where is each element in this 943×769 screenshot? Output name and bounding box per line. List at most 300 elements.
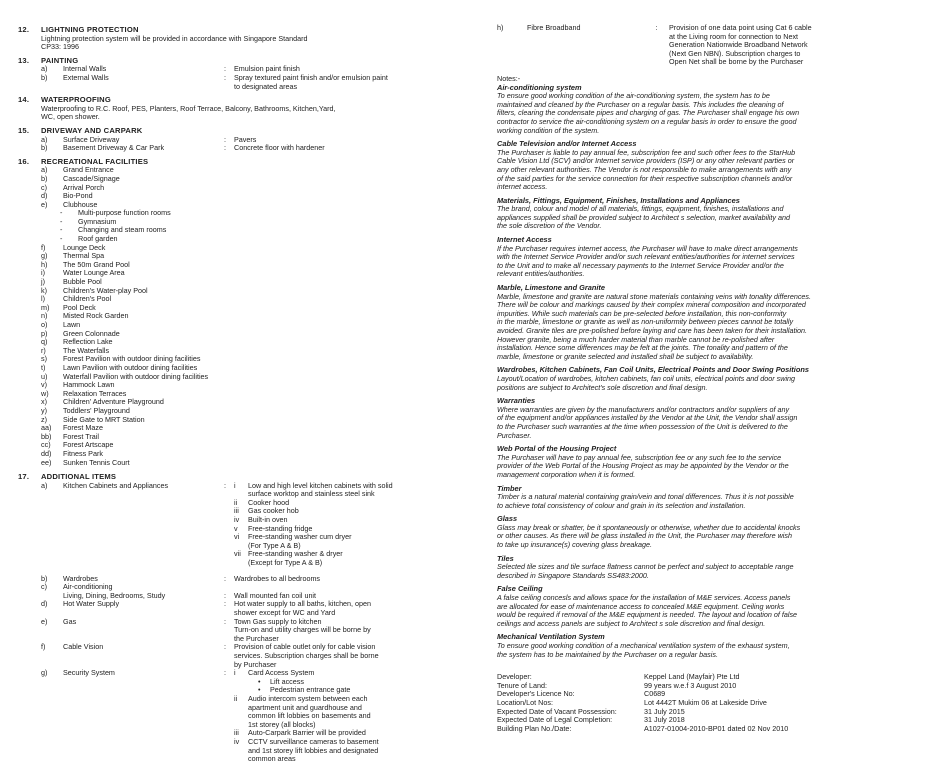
note-block [497,197,907,231]
roman-numeral: iii [234,506,239,516]
note-line: described in Singapore Standards SS483:2000. [497,570,649,580]
developer-value: A1027-01004-2010-BP01 dated 02 Nov 2010 [644,723,789,733]
note-body [497,293,907,362]
developer-key: Developer: [497,672,532,682]
note-line: appliances supplied shall be provided subject to Architect s selection, market availability and [497,212,790,222]
item-letter: s) [41,354,47,364]
value-line: Turn-on and utility charges will be borne by [234,625,371,635]
roman-item [234,550,478,567]
dash: - [60,208,63,218]
note-block [497,284,907,361]
note-line: to the Unit and to make all necessary payments to the Internet Service Provider and/or the [497,260,784,270]
facility-item [41,175,478,184]
facility-item [41,441,478,450]
value-line: at the Living room for connection to Next [669,31,799,41]
note-line: marble, limestone or granite selected and installed shall be subject to availability. [497,351,754,361]
note-title: Timber [497,483,522,493]
roman-item [234,482,478,499]
roman-item [234,533,478,550]
note-line: To ensure good working condition of the air-conditioning system, the system has to be [497,91,770,101]
text-line: Free-standing washer cum dryer [248,532,352,542]
item-text: Waterfall Pavilion with outdoor dining facilities [63,371,209,381]
text-line: Built-in oven [248,515,288,525]
note-block [497,236,907,279]
text-line: CCTV surveillance cameras to basement [248,736,379,746]
colon: : [224,72,226,82]
note-line: installation. Hence some differences may be felt at the joints. The tonality and pattern of the [497,343,788,353]
item-letter: y) [41,405,47,415]
item-letter: e) [41,616,48,626]
note-line: Layout/Location of wardrobes, kitchen cabinets, fan coil units, electrical points and door swing [497,373,796,383]
item-key: Cable Vision [63,642,104,652]
item-value [234,575,478,584]
item-key: Air-conditioning [63,582,113,592]
colon: : [224,573,226,583]
roman-numeral: iv [234,515,240,525]
item-letter: l) [41,294,45,304]
note-body [497,454,907,480]
note-title: Wardrobes, Kitchen Cabinets, Fan Coil Units, Electrical Points and Door Swing Positions [497,365,809,375]
item-letter: z) [41,414,47,424]
roman-text [248,550,478,567]
text-line: Auto-Carpark Barrier will be provided [248,728,366,738]
item-letter: h) [41,259,48,269]
item-text: Bio-Pond [63,191,93,201]
item-letter: e) [41,199,48,209]
colon: : [224,64,226,74]
item-text: Roof garden [78,234,118,244]
notes-label: Notes:- [497,73,521,83]
note-line: with the Internet Service Provider and/or such relevant entities/authorities for internet services [497,252,795,262]
developer-info [497,673,907,733]
text-line: 1st storey (all blocks) [248,719,316,729]
note-line: working condition of the system. [497,125,600,135]
text-line: CP33: 1996 [41,42,79,52]
item-key: Living, Dining, Bedrooms, Study [63,590,166,600]
item-text: Children's Water-play Pool [63,285,148,295]
facility-item [41,269,478,278]
note-block [497,445,907,479]
text-line: apartment unit and guardhouse and [248,702,362,712]
section-number: 12. [18,25,30,34]
colon: : [224,668,226,678]
spec-row [41,74,478,91]
note-body [497,493,907,510]
note-line: If the Purchaser requires internet access, the Purchaser will have to make direct arrangements [497,243,798,253]
note-block [497,633,907,659]
colon: : [224,642,226,652]
note-line: relevant entities/authorities. [497,269,585,279]
spec-row [41,600,478,617]
roman-text [248,729,478,738]
developer-key: Expected Date of Legal Completion: [497,715,613,725]
developer-row [497,725,907,734]
note-body [497,524,907,550]
item-text: The 50m Grand Pool [63,259,130,269]
item-text: Forest Maze [63,423,103,433]
note-block [497,397,907,440]
note-line: Marble, limestone and granite are natural stone materials containing veins with tonality differences. [497,291,812,301]
note-title: False Ceiling [497,584,543,594]
clubhouse-subitem [60,226,478,235]
colon: : [655,23,658,32]
note-line: filters, clearing the condensate pipes and charging of gas. The Purchaser shall engage his own [497,108,800,118]
item-text: Pool Deck [63,302,96,312]
item-text: Lawn [63,320,81,329]
section-title: DRIVEWAY AND CARPARK [41,125,143,135]
facility-item [41,312,478,321]
item-letter: a) [41,64,48,74]
item-value [234,482,478,568]
roman-numeral: iii [234,728,239,738]
item-value [234,600,478,617]
left-column [18,26,478,769]
roman-numeral: v [234,523,238,533]
facility-item [41,459,478,468]
facility-item [41,424,478,433]
item-letter: n) [41,311,48,321]
note-title: Tiles [497,553,514,563]
item-text: Lawn Pavilion with outdoor dining facilities [63,362,198,372]
text-line: common lift lobbies on basements and [248,711,371,721]
text-line: Low and high level kitchen cabinets with solid [248,480,393,490]
note-line: Selected tile sizes and tile surface flatness cannot be perfect and subject to acceptable range [497,562,794,572]
roman-item [234,738,478,764]
note-line: of the equipment and/or appliances installed by the Vendor at the Unit, the Vendor shall assign [497,413,798,423]
item-text: Clubhouse [63,199,98,209]
section-painting [18,57,478,91]
item-letter: ee) [41,457,52,467]
note-line: positions are subject to Architect's sole discretion and final design. [497,382,708,392]
bullet-text: Pedestrian entrance gate [270,685,351,695]
roman-numeral: ii [234,693,238,703]
note-line: The Purchaser will have to pay annual fee, subscription fee or any such fee to the service [497,452,782,462]
note-line: of the said parties for the service connection for their respective subscription channels and/or [497,173,793,183]
note-body [497,642,907,659]
developer-key: Location/Lot Nos: [497,697,553,707]
roman-numeral: i [234,668,236,678]
note-line: Timber is a natural material containing grain/vein and tonal differences. Thus it is not possible [497,492,794,502]
section-number: 14. [18,95,30,105]
spec-row [41,643,478,669]
item-value [234,669,478,764]
item-key: Security System [63,668,115,678]
roman-item [234,729,478,738]
note-line: any other relevant authorities. The Vendor is not responsible to make arrangements with any [497,164,792,174]
item-letter: f) [41,242,46,252]
dash: - [60,216,63,226]
developer-value: C0689 [644,689,666,699]
section-text [41,35,478,52]
section-waterproofing [18,96,478,122]
value-line: to designated areas [234,81,298,91]
developer-key: Tenure of Land: [497,680,547,690]
item-letter: g) [41,668,48,678]
item-text: Forest Trail [63,431,99,441]
dash: - [60,234,63,244]
note-block [497,485,907,511]
note-title: Marble, Limestone and Granite [497,283,606,293]
note-line: contractor to service the air-conditioning system on a regular basis in order to ensure the good [497,116,797,126]
bullet: • [258,685,261,695]
item-letter: b) [41,72,48,82]
item-text: Grand Entrance [63,165,114,175]
roman-text [248,695,478,729]
note-line: Cable Vision Ltd (SCV) and/or Internet service providers (ISP) or any other relevant parties or [497,156,795,166]
item-text: Gymnasium [78,216,117,226]
item-letter: b) [41,143,48,153]
value-line: Pavers [234,134,257,144]
item-letter: cc) [41,440,51,450]
section-number: 17. [18,472,30,482]
note-block [497,140,907,192]
item-text: Hammock Lawn [63,380,115,390]
note-body [497,205,907,231]
item-text: Sunken Tennis Court [63,457,130,467]
value-line: Spray textured paint finish and/or emulsion paint [234,72,388,82]
right-column [497,24,907,733]
note-line: However granite, being a much harder material than marble cannot be re-polished after [497,334,775,344]
item-text: Reflection Lake [63,337,113,347]
item-letter: aa) [41,423,52,433]
note-line: A false ceiling concesls and allows space for the installation of M&E services. Access panels [497,593,791,603]
section-number: 15. [18,125,30,135]
text-line: surface worktop and stainless steel sink [248,489,375,499]
note-line: The brand, colour and model of all materials, fittings, equipment, finishes, installations and [497,204,784,214]
text-line: Lightning protection system will be provided in accordance with Singapore Standard [41,33,308,43]
value-line: Open Net shall be borne by the Purchaser [669,57,804,67]
note-line: would be required if removal of the M&E equipment is needed. The layout and location of false [497,610,798,620]
text-line: WC, open shower. [41,112,100,122]
facility-item [41,416,478,425]
section-driveway-carpark [18,127,478,153]
value-line: Hot water supply to all baths, kitchen, open [234,599,372,609]
note-title: Web Portal of the Housing Project [497,444,617,454]
item-letter: f) [41,642,46,652]
item-text: Changing and steam rooms [78,225,167,235]
note-line: management corporation when it is formed. [497,469,636,479]
roman-numeral: ii [234,497,238,507]
colon: : [224,143,226,153]
bullet: • [258,676,261,686]
spec-row-security [41,669,478,764]
item-letter: d) [41,599,48,609]
spec-row [41,618,478,644]
item-key: Surface Driveway [63,134,120,144]
item-value [669,24,849,67]
note-title: Mechanical Ventilation System [497,632,605,642]
item-letter: t) [41,362,46,372]
value-line: shower except for WC and Yard [234,608,336,617]
spec-row-kitchen [41,482,478,568]
value-line: (Next Gen NBN). Subscription charges to [669,48,801,58]
roman-numeral: vi [234,532,240,542]
note-line: internet access. [497,182,548,192]
value-line: Town Gas supply to kitchen [234,616,322,626]
item-letter: c) [41,182,47,192]
note-line: maintained and cleaned by the Purchaser on a regular basis. This includes the cleaning of [497,99,784,109]
item-letter: v) [41,380,47,390]
item-letter: b) [41,173,48,183]
facility-item [41,244,478,253]
item-letter: o) [41,320,48,329]
bullet-text: Lift access [270,676,304,686]
section-title: WATERPROOFING [41,95,111,105]
value-line: the Purchaser [234,633,279,643]
item-text: Children's Pool [63,294,112,304]
note-line: ceilings and access panels are subject to Architect s sole discretion and final design. [497,618,766,628]
item-letter: i) [41,268,45,278]
note-block [497,84,907,136]
value-line: services. Subscription charges shall be borne [234,650,379,660]
facility-item [41,192,478,201]
value-line: Generation Nationwide Broadband Network [669,40,808,50]
section-title: PAINTING [41,55,79,65]
note-title: Internet Access [497,235,552,245]
roman-text [248,482,478,499]
item-text: Relaxation Terraces [63,388,127,398]
section-number: 13. [18,55,30,65]
developer-value: Lot 4442T Mukim 06 at Lakeside Drive [644,697,767,707]
text-line: (For Type A & B) [248,540,301,550]
item-text: Multi-purpose function rooms [78,208,171,218]
text-line: Waterproofing to R.C. Roof, PES, Planters, Roof Terrace, Balcony, Bathrooms, Kitchen,Yard, [41,103,336,113]
item-text: Misted Rock Garden [63,311,129,321]
item-value [234,74,478,91]
item-letter: d) [41,191,48,201]
note-line: are allocated for ease of maintenance access to concealed M&E equipment. Ceiling works [497,601,785,611]
colon: : [224,480,226,490]
item-letter: g) [41,251,48,261]
note-block [497,515,907,549]
item-value [234,144,478,153]
note-line: The Purchaser is liable to pay annual fee, subscription fee and such other fees to the StarHub [497,147,796,157]
note-line: Glass may break or shatter, be it spontaneously or otherwise, whether due to accidental knocks [497,522,801,532]
value-line: Provision of one data point using Cat 6 cable [669,23,812,32]
roman-item [234,669,478,695]
item-letter: b) [41,573,48,583]
item-letter: dd) [41,448,52,458]
roman-text [248,533,478,550]
section-recreational-facilities [18,158,478,467]
item-letter: bb) [41,431,52,441]
item-letter: p) [41,328,48,338]
item-key: Hot Water Supply [63,599,120,609]
item-value [234,618,478,644]
developer-key: Expected Date of Vacant Possession: [497,706,617,716]
roman-numeral: i [234,480,236,490]
note-line: impurities. While such materials can be pre-selected before installation, this non-conformity [497,308,787,318]
item-value [234,643,478,669]
text-line: Card Access System [248,668,315,678]
developer-value: 31 July 2018 [644,715,685,725]
item-text: Children' Adventure Playground [63,397,164,407]
section-number: 16. [18,156,30,166]
developer-value: 99 years w.e.f 3 August 2010 [644,680,737,690]
note-body [497,406,907,440]
item-text: Forest Artscape [63,440,114,450]
note-title: Warranties [497,396,536,406]
note-line: to achieve total consistency of colour and grain in its selection and installation. [497,500,746,510]
section-title: RECREATIONAL FACILITIES [41,156,149,166]
item-key: Internal Walls [63,64,107,74]
section-title: ADDITIONAL ITEMS [41,472,117,482]
item-letter: x) [41,397,47,407]
fibre-broadband-row [497,24,907,67]
note-title: Cable Television and/or Internet Access [497,139,637,149]
note-line: to take up insurance(s) covering glass breakage. [497,540,653,550]
note-body [497,245,907,279]
item-letter: a) [41,134,48,144]
colon: : [224,599,226,609]
item-letter: h) [497,23,504,32]
note-title: Air-conditioning system [497,82,582,92]
note-line: Purchaser. [497,430,532,440]
item-key: Gas [63,616,77,626]
text-line: Free-standing fridge [248,523,313,533]
clubhouse-subitem [60,209,478,218]
item-text: Forest Pavilion with outdoor dining facilities [63,354,201,364]
colon: : [224,134,226,144]
note-block [497,366,907,392]
spec-row [41,144,478,153]
item-text: Green Colonnade [63,328,120,338]
text-line: Free-standing washer & dryer [248,549,343,559]
item-key: Fibre Broadband [527,23,581,32]
note-body [497,563,907,580]
note-line: in the marble, limestone or granite as well as non-uniformity between pieces cannot be totally [497,317,794,327]
item-letter: a) [41,165,48,175]
value-line: Concrete floor with hardener [234,143,325,153]
facility-item [41,295,478,304]
item-text: Lounge Deck [63,242,106,252]
section-title: LIGHTNING PROTECTION [41,25,139,34]
item-letter: c) [41,582,47,592]
item-text: Fitness Park [63,448,103,458]
clubhouse-subitem [60,235,478,244]
note-block [497,585,907,628]
developer-row [497,716,907,725]
value-line: Emulsion paint finish [234,64,300,74]
note-body [497,375,907,392]
item-letter: u) [41,371,48,381]
value-line: Wall mounted fan coil unit [234,590,317,600]
note-title: Materials, Fittings, Equipment, Finishes, Installations and Appliances [497,195,740,205]
item-letter: q) [41,337,48,347]
note-title: Glass [497,514,518,524]
facility-item [41,184,478,193]
note-line: There will be colour and markings caused by their complex mineral composition and incorporated [497,300,806,310]
item-text: Water Lounge Area [63,268,125,278]
text-line: Audio intercom system between each [248,693,368,703]
roman-text [248,738,478,764]
roman-numeral: vii [234,549,241,559]
note-line: the system has to be maintained by the Purchaser on a regular basis. [497,649,718,659]
value-line: by Purchaser [234,659,277,669]
item-key: External Walls [63,72,109,82]
item-key: Kitchen Cabinets and Appliances [63,480,169,490]
note-line: To ensure good working condition of a mechanical ventilation system of the exhaust system, [497,641,790,650]
note-block [497,555,907,581]
note-body [497,92,907,135]
note-line: Where warranties are given by the manufacturers and/or contractors and/or suppliers of any [497,404,790,414]
developer-key: Building Plan No./Date: [497,723,572,733]
item-text: Toddlers' Playground [63,405,130,415]
item-letter: r) [41,345,46,355]
item-letter: j) [41,277,45,287]
note-line: avoided. Granite tiles are pre-polished before laying and care has been taken for their installation. [497,326,808,335]
section-text [41,105,478,122]
